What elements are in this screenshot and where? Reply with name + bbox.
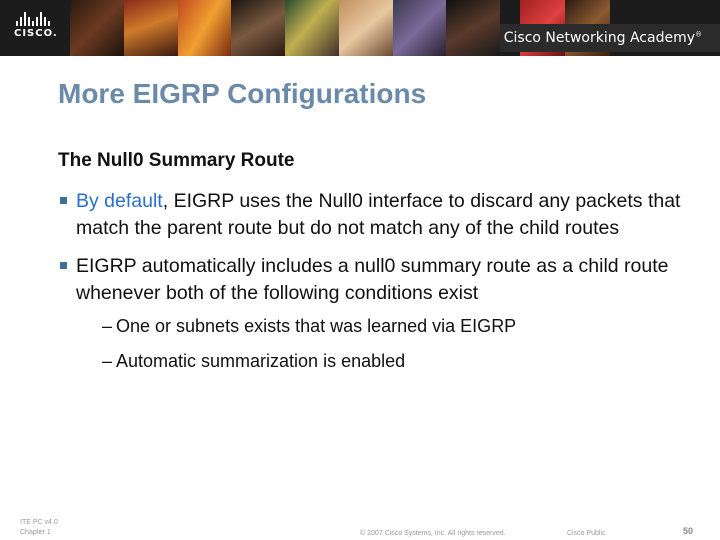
banner-photo [446, 0, 500, 56]
footer-copyright: © 2007 Cisco Systems, Inc. All rights reserved. [360, 530, 506, 537]
bullet-square-icon [60, 197, 67, 204]
bullet-text: , EIGRP uses the Null0 interface to discard any packets that match the parent route but do not match any of the child routes [76, 190, 681, 239]
banner-photo [339, 0, 393, 56]
cisco-logo-text: CISCO. [14, 28, 58, 39]
sub-bullet-list [58, 314, 688, 373]
banner-photo [178, 0, 232, 56]
academy-mark: ® [695, 30, 702, 39]
banner-photo [124, 0, 178, 56]
footer-course-info [20, 518, 58, 538]
bullet-highlight: By default [76, 190, 163, 212]
footer-course: ITE PC v4.0 [20, 519, 58, 526]
dash-marker: – [102, 351, 113, 371]
sub-bullet-item [58, 349, 688, 373]
sub-bullet-text: Automatic summarization is enabled [116, 351, 406, 371]
cisco-logo [14, 12, 66, 42]
banner-photo [70, 0, 124, 56]
sub-bullet-text: One or subnets exists that was learned via EIGRP [116, 316, 517, 336]
banner-photo [231, 0, 285, 56]
bullet-square-icon [60, 262, 67, 269]
page-number: 50 [683, 526, 694, 536]
footer-classification: Cisco Public [567, 530, 606, 537]
bullet-item [58, 188, 688, 242]
dash-marker: – [102, 316, 113, 336]
sub-bullet-item [58, 314, 688, 338]
bullet-item [58, 253, 688, 307]
bullet-text: EIGRP automatically includes a null0 summary route as a child route whenever both of the following conditions exist [76, 255, 669, 304]
banner-photo [393, 0, 447, 56]
banner-photo-strip [70, 0, 500, 56]
header-banner [0, 0, 720, 56]
slide-subheading: The Null0 Summary Route [58, 150, 295, 171]
banner-photo [285, 0, 339, 56]
academy-label-text: Cisco Networking Academy [503, 30, 695, 46]
slide-title: More EIGRP Configurations [58, 78, 427, 109]
cisco-bars-icon [16, 12, 66, 26]
footer-chapter: Chapter 1 [20, 529, 51, 536]
academy-label [504, 30, 702, 46]
bullet-list [58, 188, 688, 384]
